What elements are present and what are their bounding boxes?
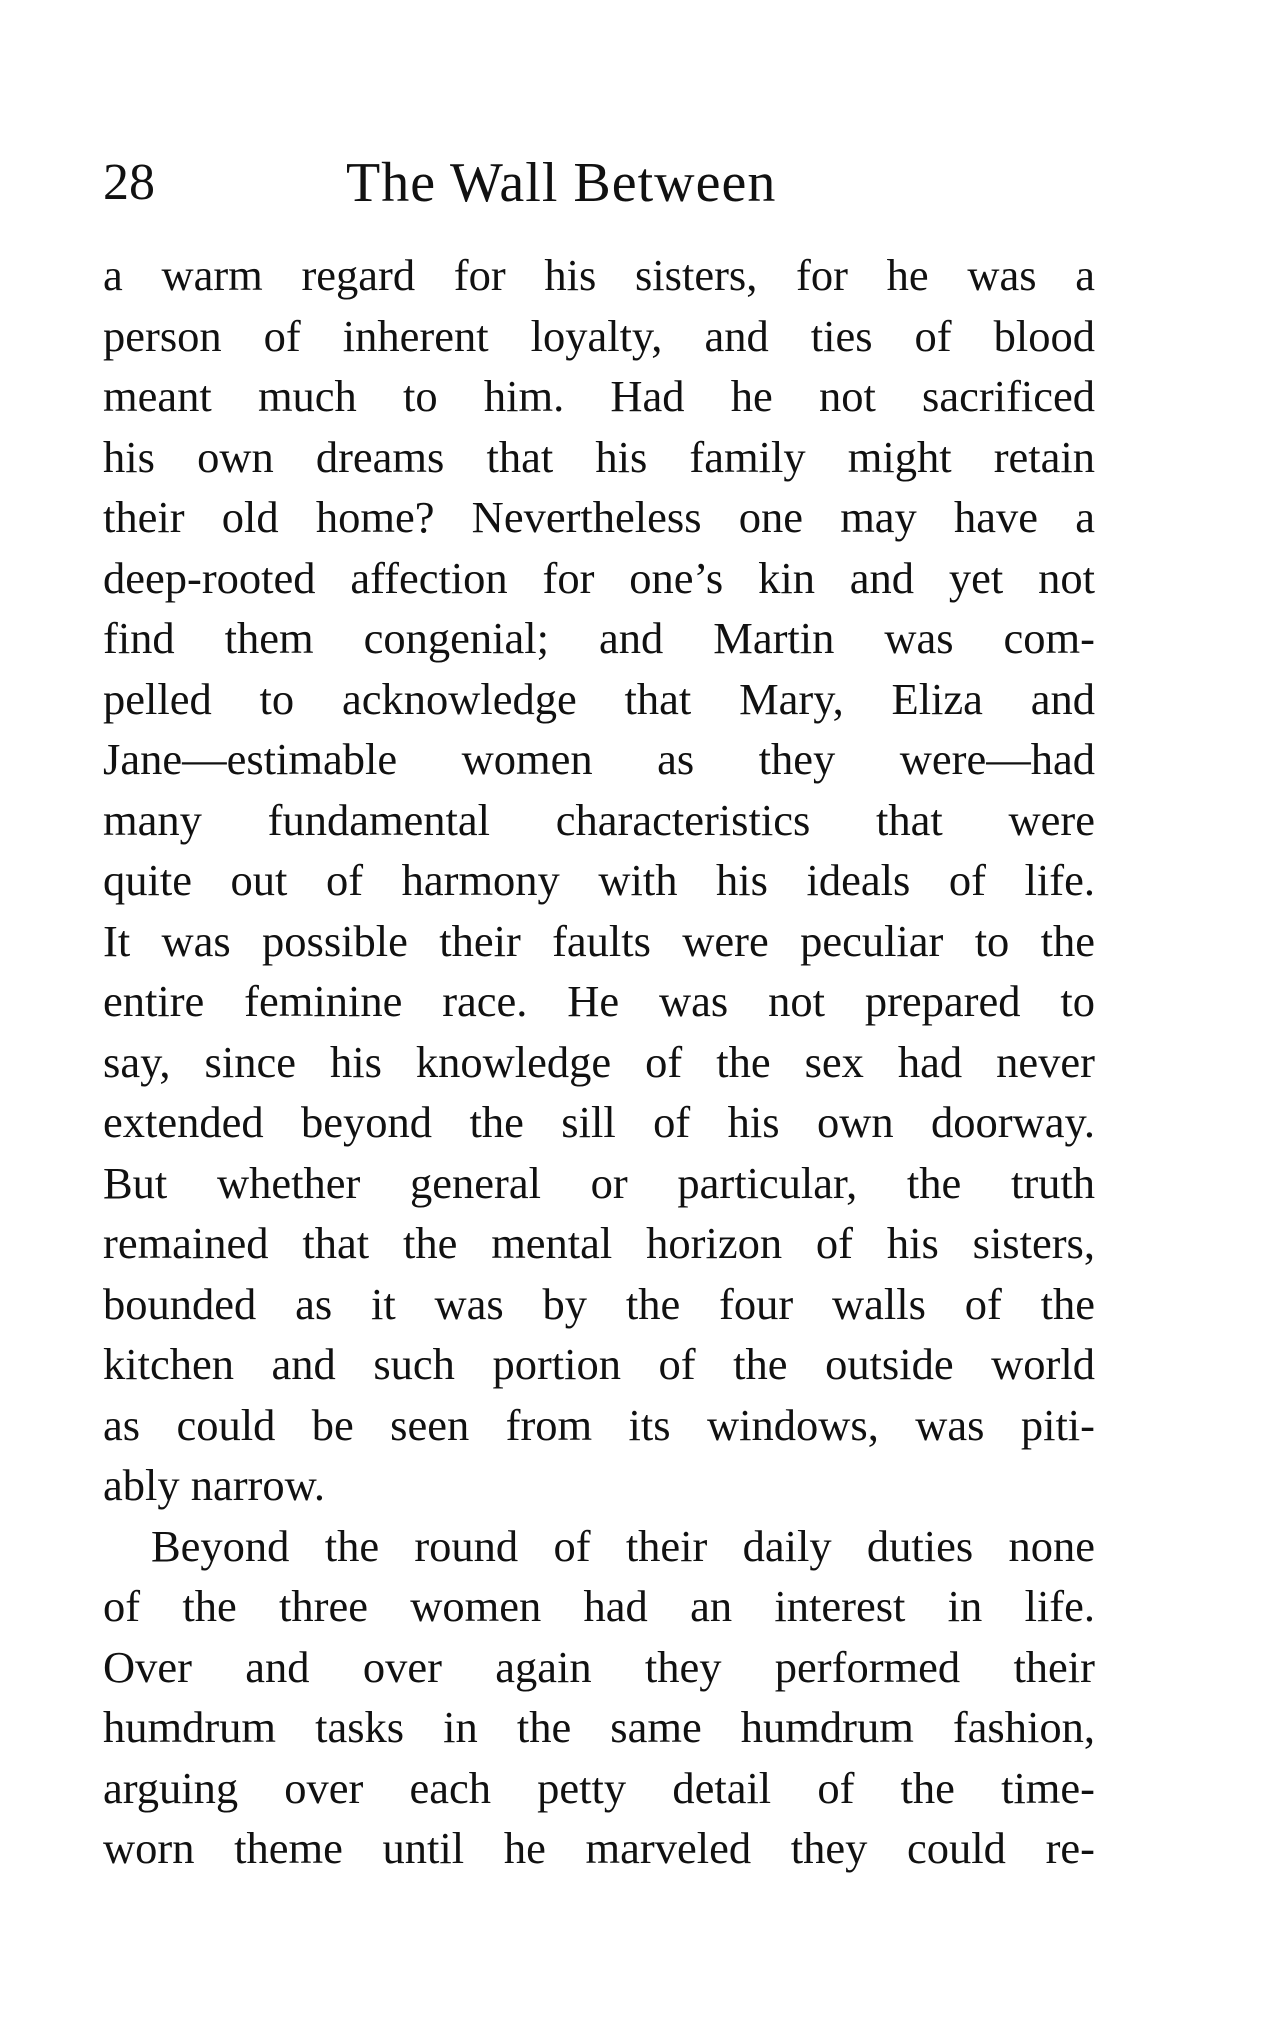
text-line: many fundamental characteristics that were bbox=[103, 794, 1095, 845]
body-text bbox=[103, 245, 1095, 1879]
text-line: bounded as it was by the four walls of the bbox=[103, 1278, 1095, 1329]
page-header bbox=[103, 148, 1103, 218]
text-line: as could be seen from its windows, was piti- bbox=[103, 1399, 1095, 1450]
text-line: But whether general or particular, the truth bbox=[103, 1157, 1095, 1208]
text-line: meant much to him. Had he not sacrificed bbox=[103, 371, 1095, 421]
text-line: It was possible their faults were peculiar to the bbox=[103, 915, 1095, 966]
text-line: Over and over again they performed their bbox=[103, 1641, 1095, 1692]
text-line: extended beyond the sill of his own doorway. bbox=[103, 1097, 1095, 1147]
text-line: entire feminine race. He was not prepared to bbox=[103, 976, 1095, 1026]
text-line: of the three women had an interest in life. bbox=[103, 1581, 1095, 1631]
text-line: quite out of harmony with his ideals of life. bbox=[103, 855, 1095, 905]
page-number: 28 bbox=[103, 154, 155, 211]
text-line: remained that the mental horizon of his sisters, bbox=[103, 1218, 1095, 1268]
running-title: The Wall Between bbox=[346, 152, 777, 214]
text-line: a warm regard for his sisters, for he was a bbox=[103, 250, 1095, 300]
text-line: deep-rooted affection for one’s kin and yet not bbox=[103, 552, 1095, 603]
text-line: their old home? Nevertheless one may have a bbox=[103, 492, 1095, 542]
text-line: Beyond the round of their daily duties none bbox=[151, 1520, 1095, 1571]
text-line: say, since his knowledge of the sex had never bbox=[103, 1036, 1095, 1087]
text-line: Jane—estimable women as they were—had bbox=[103, 734, 1095, 784]
text-line: pelled to acknowledge that Mary, Eliza and bbox=[103, 673, 1095, 724]
text-line: arguing over each petty detail of the time- bbox=[103, 1762, 1095, 1813]
text-line: his own dreams that his family might retain bbox=[103, 431, 1095, 482]
text-line: person of inherent loyalty, and ties of blood bbox=[103, 310, 1095, 361]
text-line: worn theme until he marveled they could re- bbox=[103, 1823, 1095, 1873]
text-line: kitchen and such portion of the outside world bbox=[103, 1339, 1095, 1389]
paragraph-1 bbox=[103, 245, 1095, 1516]
paragraph-2 bbox=[103, 1516, 1095, 1879]
text-line: ably narrow. bbox=[103, 1460, 326, 1510]
text-line: humdrum tasks in the same humdrum fashion, bbox=[103, 1702, 1095, 1752]
text-line: find them congenial; and Martin was com- bbox=[103, 613, 1095, 663]
